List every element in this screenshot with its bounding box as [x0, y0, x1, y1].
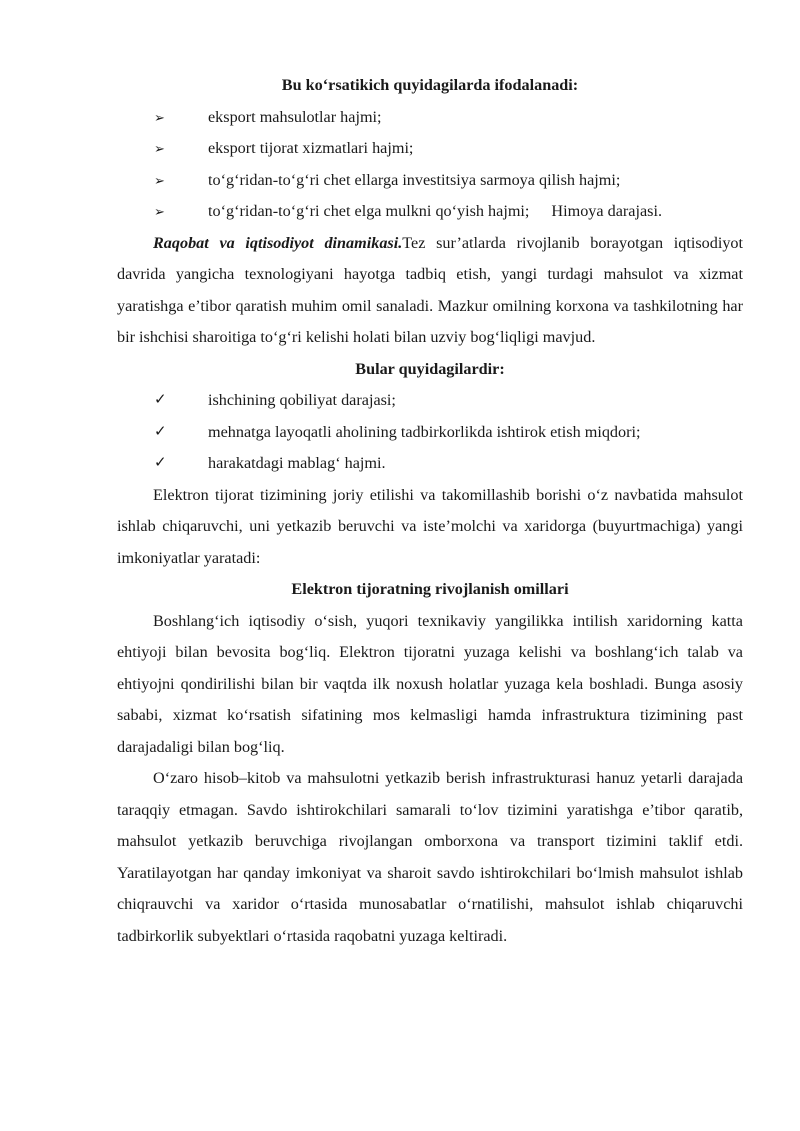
list-item — [117, 165, 743, 197]
list-item — [117, 196, 743, 228]
list-item-text: eksport mahsulotlar hajmi; — [208, 107, 382, 126]
paragraph-initial-growth: Boshlang‘ich iqtisodiy o‘sish, yuqori texnikaviy yangilikka intilish xaridorning katta ehtiyoji bilan bevosita bog‘liq. Elektron tijoratni yuzaga kelishi va boshlang‘ich talab va ehtiyojni qondirilishi bilan bir vaqtda ilk noxush holatlar yuzaga kela boshladi. Bunga asosiy sababi, xizmat ko‘rsatish sifatining mos kelmasligi hamda infrastruktura tizimining past darajadaligi bilan bog‘liq. — [117, 611, 743, 756]
paragraph-lead-term: Raqobat va iqtisodiyot dinamikasi. — [153, 233, 403, 252]
paragraph-ecommerce-intro: Elektron tijorat tizimining joriy etilishi va takomillashib borishi o‘z navbatida mahsulot ishlab chiqaruvchi, uni yetkazib beruvchi va iste’molchi va xaridorga (buyurtmachiga) yangi imkoniyatlar yaratadi: — [117, 485, 743, 567]
section-heading-development-factors: Elektron tijoratning rivojlanish omillari — [291, 580, 569, 598]
list-item — [117, 102, 743, 134]
checkmark-icon: ✓ — [154, 455, 167, 471]
paragraph-body: Tez sur’atlarda rivojlanib borayotgan iqtisodiyot davrida yangicha texnologiyani hayotga tadbiq etish, yangi turdagi mahsulot va xizmat yaratishga e’tibor qaratish muhim omil sanaladi. Mazkur omilning korxona va tashkilotning har bir ishchisi sharoitiga to‘g‘ri kelishi holati bilan uzviy bog‘liqligi mavjud. — [117, 233, 743, 346]
list-item — [117, 385, 743, 417]
list-item-extra-text: Himoya darajasi. — [551, 202, 662, 220]
list-item-text: to‘g‘ridan-to‘g‘ri chet elga mulkni qo‘yish hajmi; — [208, 202, 530, 220]
document-page — [117, 70, 743, 952]
factor-list — [117, 385, 743, 480]
arrow-bullet-icon: ➢ — [154, 204, 165, 219]
list-item — [117, 133, 743, 165]
arrow-bullet-icon: ➢ — [154, 109, 165, 125]
section-heading-indicators: Bu ko‘rsatikich quyidagilarda ifodalanadi: — [281, 76, 579, 94]
indicator-list — [117, 102, 743, 228]
list-item — [117, 448, 743, 480]
list-item-text: ishchining qobiliyat darajasi; — [208, 391, 396, 409]
section-heading-factors: Bular quyidagilardir: — [355, 359, 505, 378]
list-item-text: to‘g‘ridan-to‘g‘ri chet ellarga investitsiya sarmoya qilish hajmi; — [208, 170, 621, 189]
checkmark-icon: ✓ — [154, 392, 167, 408]
arrow-bullet-icon: ➢ — [154, 141, 165, 156]
list-item-text: mehnatga layoqatli aholining tadbirkorlikda ishtirok etish miqdori; — [208, 422, 641, 441]
list-item — [117, 417, 743, 449]
list-item-text: eksport tijorat xizmatlari hajmi; — [208, 139, 414, 157]
checkmark-icon: ✓ — [154, 423, 167, 440]
list-item-text: harakatdagi mablag‘ hajmi. — [208, 454, 386, 472]
paragraph-competition — [117, 228, 743, 354]
paragraph-infrastructure: O‘zaro hisob–kitob va mahsulotni yetkazib berish infrastrukturasi hanuz yetarli darajada taraqqiy etmagan. Savdo ishtirokchilari samarali to‘lov tizimini yaratishga e’tibor qaratib, mahsulot yetkazib beruvchiga rivojlangan omborxona va transport tizimini taklif etdi. Yaratilayotgan har qanday imkoniyat va sharoit savdo ishtirokchilari bo‘lmish mahsulot ishlab chiqrauvchi va xaridor o‘rtasida munosabatlar o‘rnatilishi, mahsulot ishlab chiqaruvchi tadbirkorlik subyektlari o‘rtasida raqobatni yuzaga keltiradi. — [117, 769, 743, 945]
arrow-bullet-icon: ➢ — [154, 172, 165, 188]
